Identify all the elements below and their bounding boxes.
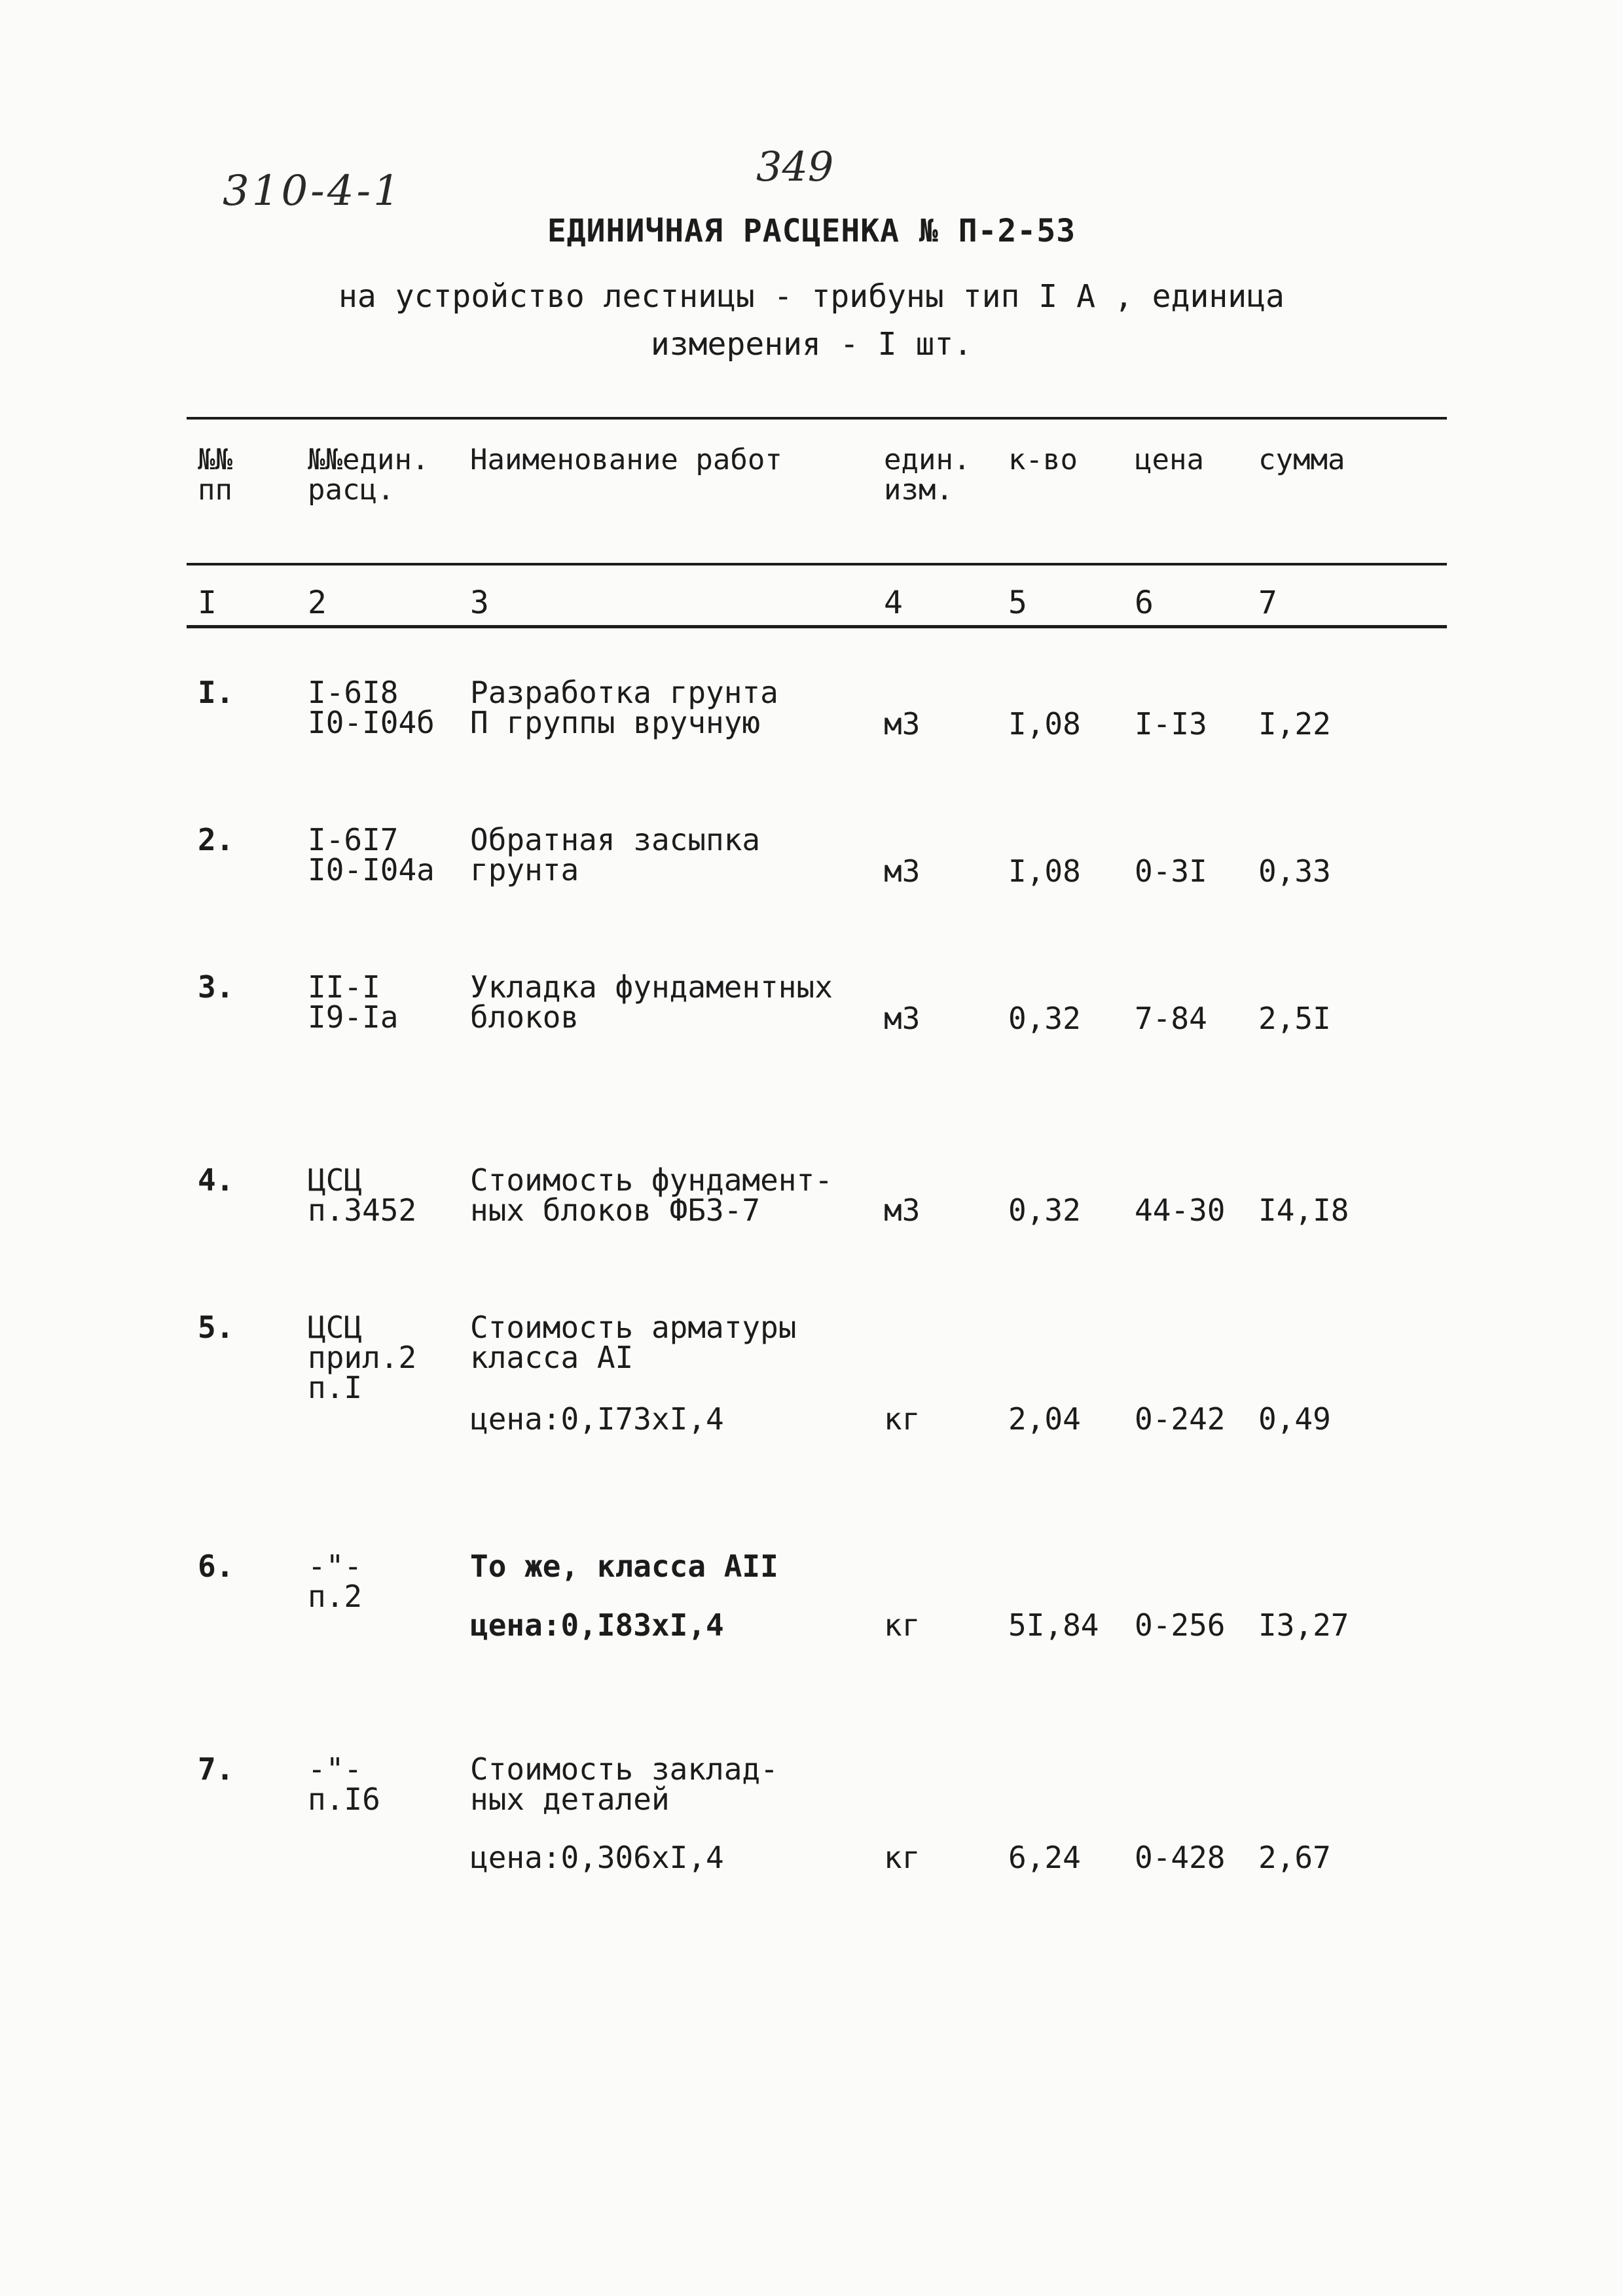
col-header-row-number: №№ пп (198, 443, 232, 507)
unit: м3 (884, 853, 921, 889)
column-number: 4 (884, 584, 903, 621)
price: 44-30 (1135, 1193, 1226, 1228)
price: 0-256 (1135, 1607, 1226, 1643)
column-numbers-rule (187, 625, 1447, 628)
col-header-price: цена (1135, 443, 1204, 476)
quantity: 0,32 (1008, 1001, 1081, 1036)
table-top-rule (187, 417, 1447, 420)
row-number: 5. (198, 1310, 234, 1345)
work-name: Обратная засыпка грунта (470, 822, 761, 888)
price: I-I3 (1135, 706, 1207, 742)
sum: I,22 (1258, 706, 1331, 742)
row-number: 3. (198, 969, 234, 1005)
column-number: 7 (1258, 584, 1277, 621)
column-number: 3 (470, 584, 489, 621)
price-calculation: цена:0,306хI,4 (470, 1840, 724, 1875)
price: 7-84 (1135, 1001, 1207, 1036)
col-header-quantity: к-во (1008, 443, 1078, 476)
price: 0-3I (1135, 853, 1207, 889)
col-header-work-name: Наименование работ (470, 443, 782, 476)
quantity: I,08 (1008, 853, 1081, 889)
row-number: 6. (198, 1549, 234, 1584)
rate-code: -"- п.I6 (308, 1751, 380, 1817)
row-number: 7. (198, 1751, 234, 1787)
row-number: 2. (198, 822, 234, 857)
work-name: Стоимость арматуры класса АI (470, 1310, 797, 1375)
sum: 0,33 (1258, 853, 1331, 889)
unit: м3 (884, 706, 921, 742)
sum: 2,5I (1258, 1001, 1331, 1036)
document-subtitle: на устройство лестницы - трибуны тип I А , единица (338, 278, 1285, 315)
price-calculation: цена:0,I73хI,4 (470, 1401, 724, 1437)
work-name: То же, класса АII (470, 1549, 778, 1584)
sum: 0,49 (1258, 1401, 1331, 1437)
rate-code: -"- п.2 (308, 1549, 363, 1614)
work-name: Стоимость фундамент- ных блоков ФБ3-7 (470, 1162, 833, 1228)
rate-code: ЦСЦ п.3452 (308, 1162, 417, 1228)
column-number: 5 (1008, 584, 1027, 621)
page-number: 349 (756, 143, 834, 190)
document-subtitle-continuation: измерения - I шт. (650, 326, 973, 363)
header-bottom-rule (187, 563, 1447, 565)
row-number: I. (198, 675, 234, 710)
sum: I3,27 (1258, 1607, 1349, 1643)
col-header-sum: сумма (1258, 443, 1345, 476)
unit: м3 (884, 1001, 921, 1036)
column-number: 6 (1135, 584, 1154, 621)
sum: 2,67 (1258, 1840, 1331, 1875)
rate-code: II-I I9-Iа (308, 969, 399, 1035)
price: 0-242 (1135, 1401, 1226, 1437)
column-number: I (198, 584, 217, 621)
row-number: 4. (198, 1162, 234, 1198)
rate-code: I-6I7 I0-I04а (308, 822, 435, 888)
unit: кг (884, 1401, 921, 1437)
quantity: I,08 (1008, 706, 1081, 742)
quantity: 0,32 (1008, 1193, 1081, 1228)
work-name: Стоимость заклад- ных деталей (470, 1751, 778, 1817)
work-name: Укладка фундаментных блоков (470, 969, 833, 1035)
unit: кг (884, 1607, 921, 1643)
unit: кг (884, 1840, 921, 1875)
work-name: Разработка грунта П группы вручную (470, 675, 778, 740)
quantity: 2,04 (1008, 1401, 1081, 1437)
price-calculation: цена:0,I83хI,4 (470, 1607, 724, 1643)
col-header-unit: един. изм. (884, 443, 971, 507)
quantity: 5I,84 (1008, 1607, 1099, 1643)
document-code: 310-4-1 (223, 167, 403, 215)
rate-code: I-6I8 I0-I04б (308, 675, 435, 740)
col-header-rate-code: №№един. расц. (308, 443, 429, 507)
column-number: 2 (308, 584, 327, 621)
document-title: ЕДИНИЧНАЯ РАСЦЕНКА № П-2-53 (547, 213, 1076, 249)
rate-code: ЦСЦ прил.2 п.I (308, 1310, 417, 1405)
quantity: 6,24 (1008, 1840, 1081, 1875)
sum: I4,I8 (1258, 1193, 1349, 1228)
price: 0-428 (1135, 1840, 1226, 1875)
unit: м3 (884, 1193, 921, 1228)
